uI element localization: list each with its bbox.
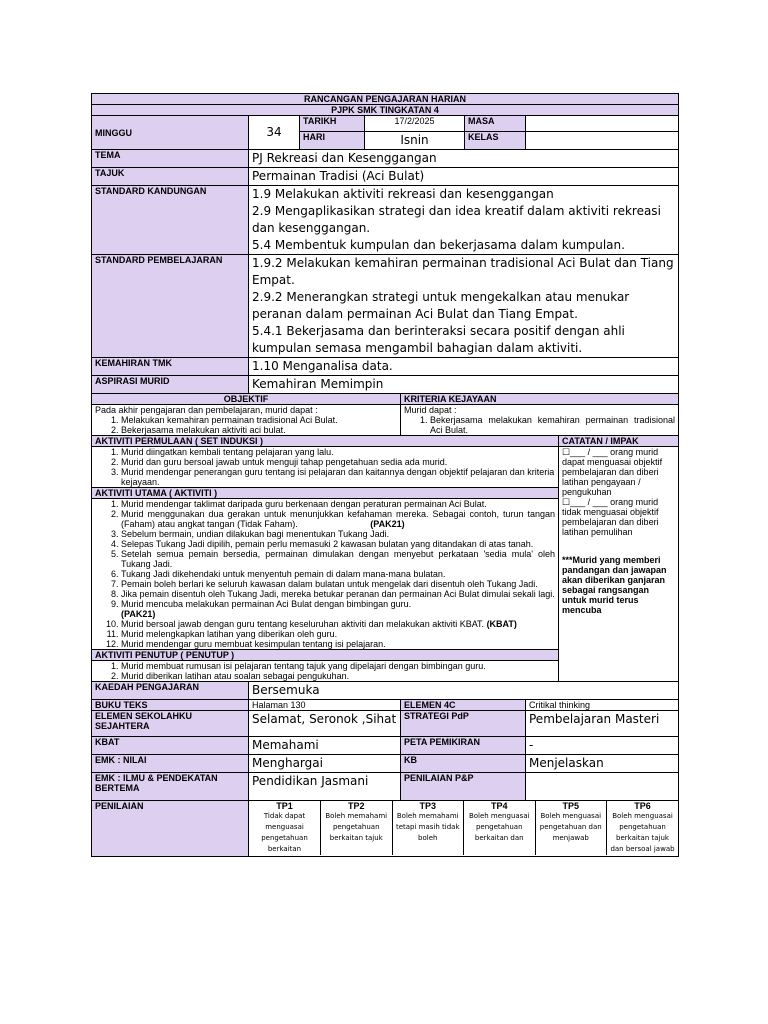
- tp-level: TP4: [490, 801, 508, 811]
- aktiviti-penutup-label: AKTIVITI PENUTUP ( PENUTUP ): [92, 650, 559, 661]
- tajuk-value: Permainan Tradisi (Aci Bulat): [249, 168, 679, 186]
- buku-teks-label: BUKU TEKS: [92, 700, 249, 711]
- kemahiran-tmk-label: KEMAHIRAN TMK: [92, 358, 249, 376]
- aspirasi-murid-value: Kemahiran Memimpin: [249, 376, 679, 394]
- kriteria-item: 1. Bekerjasama melakukan kemahiran permainan tradisional Aci Bulat.: [430, 415, 675, 435]
- tajuk-label: TAJUK: [92, 168, 249, 186]
- standard-pembelajaran-value: [249, 255, 679, 358]
- set-induksi-item: 1. Murid diingatkan kembali tentang pelajaran yang lalu.: [121, 447, 555, 457]
- tp-cell: [249, 801, 321, 855]
- penilaian-pnp-value: [526, 773, 679, 801]
- minggu-value: 34: [249, 116, 300, 150]
- kaedah-value: Bersemuka: [249, 682, 679, 700]
- hari-value: Isnin: [365, 132, 465, 150]
- elemen-sekolahku-label: ELEMEN SEKOLAHKU SEJAHTERA: [92, 711, 249, 737]
- tp-level: TP6: [634, 801, 651, 811]
- emk-nilai-label: EMK : NILAI: [92, 755, 249, 773]
- tp-description: Boleh menguasai pengetahuan berkaitan dan: [468, 812, 530, 842]
- aktiviti-item: [121, 619, 555, 629]
- aktiviti-utama-content: [92, 499, 559, 650]
- kelas-label: KELAS: [465, 132, 526, 150]
- sp-line: 5.4.1 Bekerjasama dan berinteraksi secara positif dengan ahli kumpulan semasa mengambil bahagian dalam aktiviti.: [252, 324, 625, 355]
- masa-label: MASA: [465, 116, 526, 132]
- kbat-value: Memahami: [249, 737, 401, 755]
- kriteria-intro: Murid dapat :: [404, 405, 457, 415]
- aktiviti-item: 7. Pemain boleh berlari ke seluruh kawasan dalam bulatan untuk mengelak dari disentuh oleh Tukang Jadi.: [121, 579, 555, 589]
- masa-value: [526, 116, 679, 132]
- tp-cell: [607, 801, 679, 855]
- objektif-item: 2. Bekerjasama melakukan aktiviti aci bulat.: [121, 425, 397, 435]
- pak21-tag: (PAK21): [121, 609, 156, 619]
- standard-kandungan-label: STANDARD KANDUNGAN: [92, 186, 249, 255]
- elemen-4c-label: ELEMEN 4C: [401, 700, 526, 711]
- kb-value: Menjelaskan: [526, 755, 679, 773]
- tp-cell: [321, 801, 393, 855]
- tp-description: Tidak dapat menguasai pengetahuan berkaitan: [261, 812, 308, 853]
- aktiviti-item-text: Murid bersoal jawab dengan guru tentang keseluruhan aktiviti dan melakukan aktiviti KBAT.: [121, 619, 485, 629]
- elemen-sekolahku-value: Selamat, Seronok ,Sihat: [249, 711, 401, 737]
- hari-label: HARI: [300, 132, 365, 150]
- aktiviti-item: 6. Tukang Jadi dikehendaki untuk menyentuh pemain di dalam mana-mana bulatan.: [121, 569, 555, 579]
- set-induksi-item: 2. Murid dan guru bersoal jawab untuk menguji tahap pengetahuan sedia ada murid.: [121, 457, 555, 467]
- strategi-value: Pembelajaran Masteri: [526, 711, 679, 737]
- elemen-4c-value: Critikal thinking: [526, 700, 679, 711]
- tp-description: Boleh menguasai pengetahuan berkaitan tajuk dan bersoal jawab: [610, 812, 675, 853]
- aktiviti-item: [121, 509, 555, 529]
- aktiviti-item-text: Murid mencuba melakukan permainan Aci Bulat dengan bimbingan guru.: [121, 599, 412, 609]
- kriteria-label: KRITERIA KEJAYAAN: [401, 394, 679, 405]
- objektif-content: [92, 405, 401, 436]
- emk-nilai-value: Menghargai: [249, 755, 401, 773]
- tp-cell: [535, 801, 607, 855]
- aktiviti-item: 8. Jika pemain disentuh oleh Tukang Jadi, mereka betukar peranan dan permainan Aci Bulat dimulai sekali lagi.: [121, 589, 555, 599]
- minggu-label: MINGGU: [92, 116, 249, 150]
- catatan-note-menguasai: ☐___ / ___ orang murid dapat menguasai objektif pembelajaran dan diberi latihan pengayaan / pengukuhan: [562, 447, 663, 497]
- tema-label: TEMA: [92, 150, 249, 168]
- objektif-intro: Pada akhir pengajaran dan pembelajaran, murid dapat :: [95, 405, 318, 415]
- strategi-label: STRATEGI PdP: [401, 711, 526, 737]
- kelas-value: [526, 132, 679, 150]
- tp-cell: [392, 801, 464, 855]
- penutup-item: 2. Murid diberikan latihan atau soalan sebagai pengukuhan.: [121, 671, 555, 681]
- aktiviti-item: 4. Selepas Tukang Jadi dipilih, pemain perlu memasuki 2 kawasan bulatan yang ditandakan di atas tanah.: [121, 539, 555, 549]
- aktiviti-item: 5. Setelah semua pemain bersedia, permainan dimulakan dengan menyebut perkataan 'sedia mula' oleh Tukang Jadi.: [121, 549, 555, 569]
- set-induksi-item: 3. Murid mendengar penerangan guru tentang isi pelajaran dan kaitannya dengan objektif pelajaran dan kriteria kejayaan.: [121, 467, 555, 487]
- lesson-plan-table: [91, 93, 679, 857]
- set-induksi-label: AKTIVITI PERMULAAN ( SET INDUKSI ): [92, 436, 559, 447]
- catatan-content: [559, 447, 679, 682]
- tp-level: TP2: [347, 801, 365, 811]
- tp-description: Boleh memahami pengetahuan berkaitan tajuk: [325, 812, 388, 842]
- peta-pemikiran-value: -: [526, 737, 679, 755]
- penilaian-tp-grid: [249, 801, 679, 857]
- objektif-label: OBJEKTIF: [92, 394, 401, 405]
- sp-line: 2.9.2 Menerangkan strategi untuk mengekalkan atau menukar peranan dalam permainan Aci Bulat dan Tiang Empat.: [252, 290, 630, 321]
- sk-line: 2.9 Mengaplikasikan strategi dan idea kreatif dalam aktiviti rekreasi dan kesenggangan.: [252, 204, 661, 235]
- aktiviti-item: 1. Murid mendengar taklimat daripada guru berkenaan dengan peraturan permainan Aci Bulat.: [121, 499, 555, 509]
- tema-value: PJ Rekreasi dan Kesenggangan: [249, 150, 679, 168]
- peta-pemikiran-label: PETA PEMIKIRAN: [401, 737, 526, 755]
- sk-line: 1.9 Melakukan aktiviti rekreasi dan kesenggangan: [252, 187, 554, 201]
- aktiviti-item: 3. Sebelum bermain, undian dilakukan bagi menentukan Tukang Jadi.: [121, 529, 555, 539]
- emk-ilmu-label: EMK : ILMU & PENDEKATAN BERTEMA: [92, 773, 249, 801]
- aktiviti-item-text: Murid menggunakan dua gerakan untuk menunjukkan kefahaman mereka. Sebagai contoh, turun tangan (Faham) atau angkat tangan (Tidak Faham).: [121, 509, 555, 529]
- standard-pembelajaran-label: STANDARD PEMBELAJARAN: [92, 255, 249, 358]
- sk-line: 5.4 Membentuk kumpulan dan bekerjasama dalam kumpulan.: [252, 238, 625, 252]
- tp-level: TP1: [276, 801, 293, 811]
- aktiviti-utama-label: AKTIVITI UTAMA ( AKTIVITI ): [92, 488, 559, 499]
- penilaian-label: PENILAIAN: [92, 801, 249, 857]
- plan-subtitle: PJPK SMK TINGKATAN 4: [92, 105, 679, 116]
- catatan-note-ganjaran: ***Murid yang memberi pandangan dan jawapan akan diberikan ganjaran sebagai rangsangan untuk murid terus mencuba: [562, 555, 667, 615]
- catatan-note-tidak-menguasai: ☐___ / ___ orang murid tidak menguasai objektif pembelajaran dan diberi latihan pemulihan: [562, 497, 659, 537]
- penutup-item: 1. Murid membuat rumusan isi pelajaran tentang tajuk yang dipelajari dengan bimbingan guru.: [121, 661, 555, 671]
- sp-line: 1.9.2 Melakukan kemahiran permainan tradisional Aci Bulat dan Tiang Empat.: [252, 256, 674, 287]
- objektif-item: 1. Melakukan kemahiran permainan tradisional Aci Bulat.: [121, 415, 397, 425]
- aktiviti-item: [121, 599, 555, 619]
- tarikh-label: TARIKH: [300, 116, 365, 132]
- kb-label: KB: [401, 755, 526, 773]
- catatan-label: CATATAN / IMPAK: [559, 436, 679, 447]
- pak21-tag: (PAK21): [370, 519, 405, 529]
- set-induksi-content: [92, 447, 559, 488]
- kbat-tag: (KBAT): [486, 619, 517, 629]
- aktiviti-penutup-content: [92, 661, 559, 682]
- kbat-label: KBAT: [92, 737, 249, 755]
- tp-level: TP3: [419, 801, 436, 811]
- tp-level: TP5: [562, 801, 579, 811]
- emk-ilmu-value: Pendidikan Jasmani: [249, 773, 401, 801]
- penilaian-pnp-label: PENILAIAN P&P: [401, 773, 526, 801]
- aspirasi-murid-label: ASPIRASI MURID: [92, 376, 249, 394]
- kemahiran-tmk-value: 1.10 Menganalisa data.: [249, 358, 679, 376]
- aktiviti-item: 11. Murid melengkapkan latihan yang diberikan oleh guru.: [121, 629, 555, 639]
- aktiviti-item: 12. Murid mendengar guru membuat kesimpulan tentang isi pelajaran.: [121, 639, 555, 649]
- kriteria-content: [401, 405, 679, 436]
- tp-cell: [464, 801, 536, 855]
- kaedah-label: KAEDAH PENGAJARAN: [92, 682, 249, 700]
- plan-title: RANCANGAN PENGAJARAN HARIAN: [92, 94, 679, 105]
- tp-description: Boleh menguasai pengetahuan dan menjawab: [539, 812, 602, 842]
- tp-description: Boleh memahami tetapi masih tidak boleh: [395, 812, 460, 842]
- standard-kandungan-value: [249, 186, 679, 255]
- tarikh-value: 17/2/2025: [365, 116, 465, 132]
- buku-teks-value: Halaman 130: [249, 700, 401, 711]
